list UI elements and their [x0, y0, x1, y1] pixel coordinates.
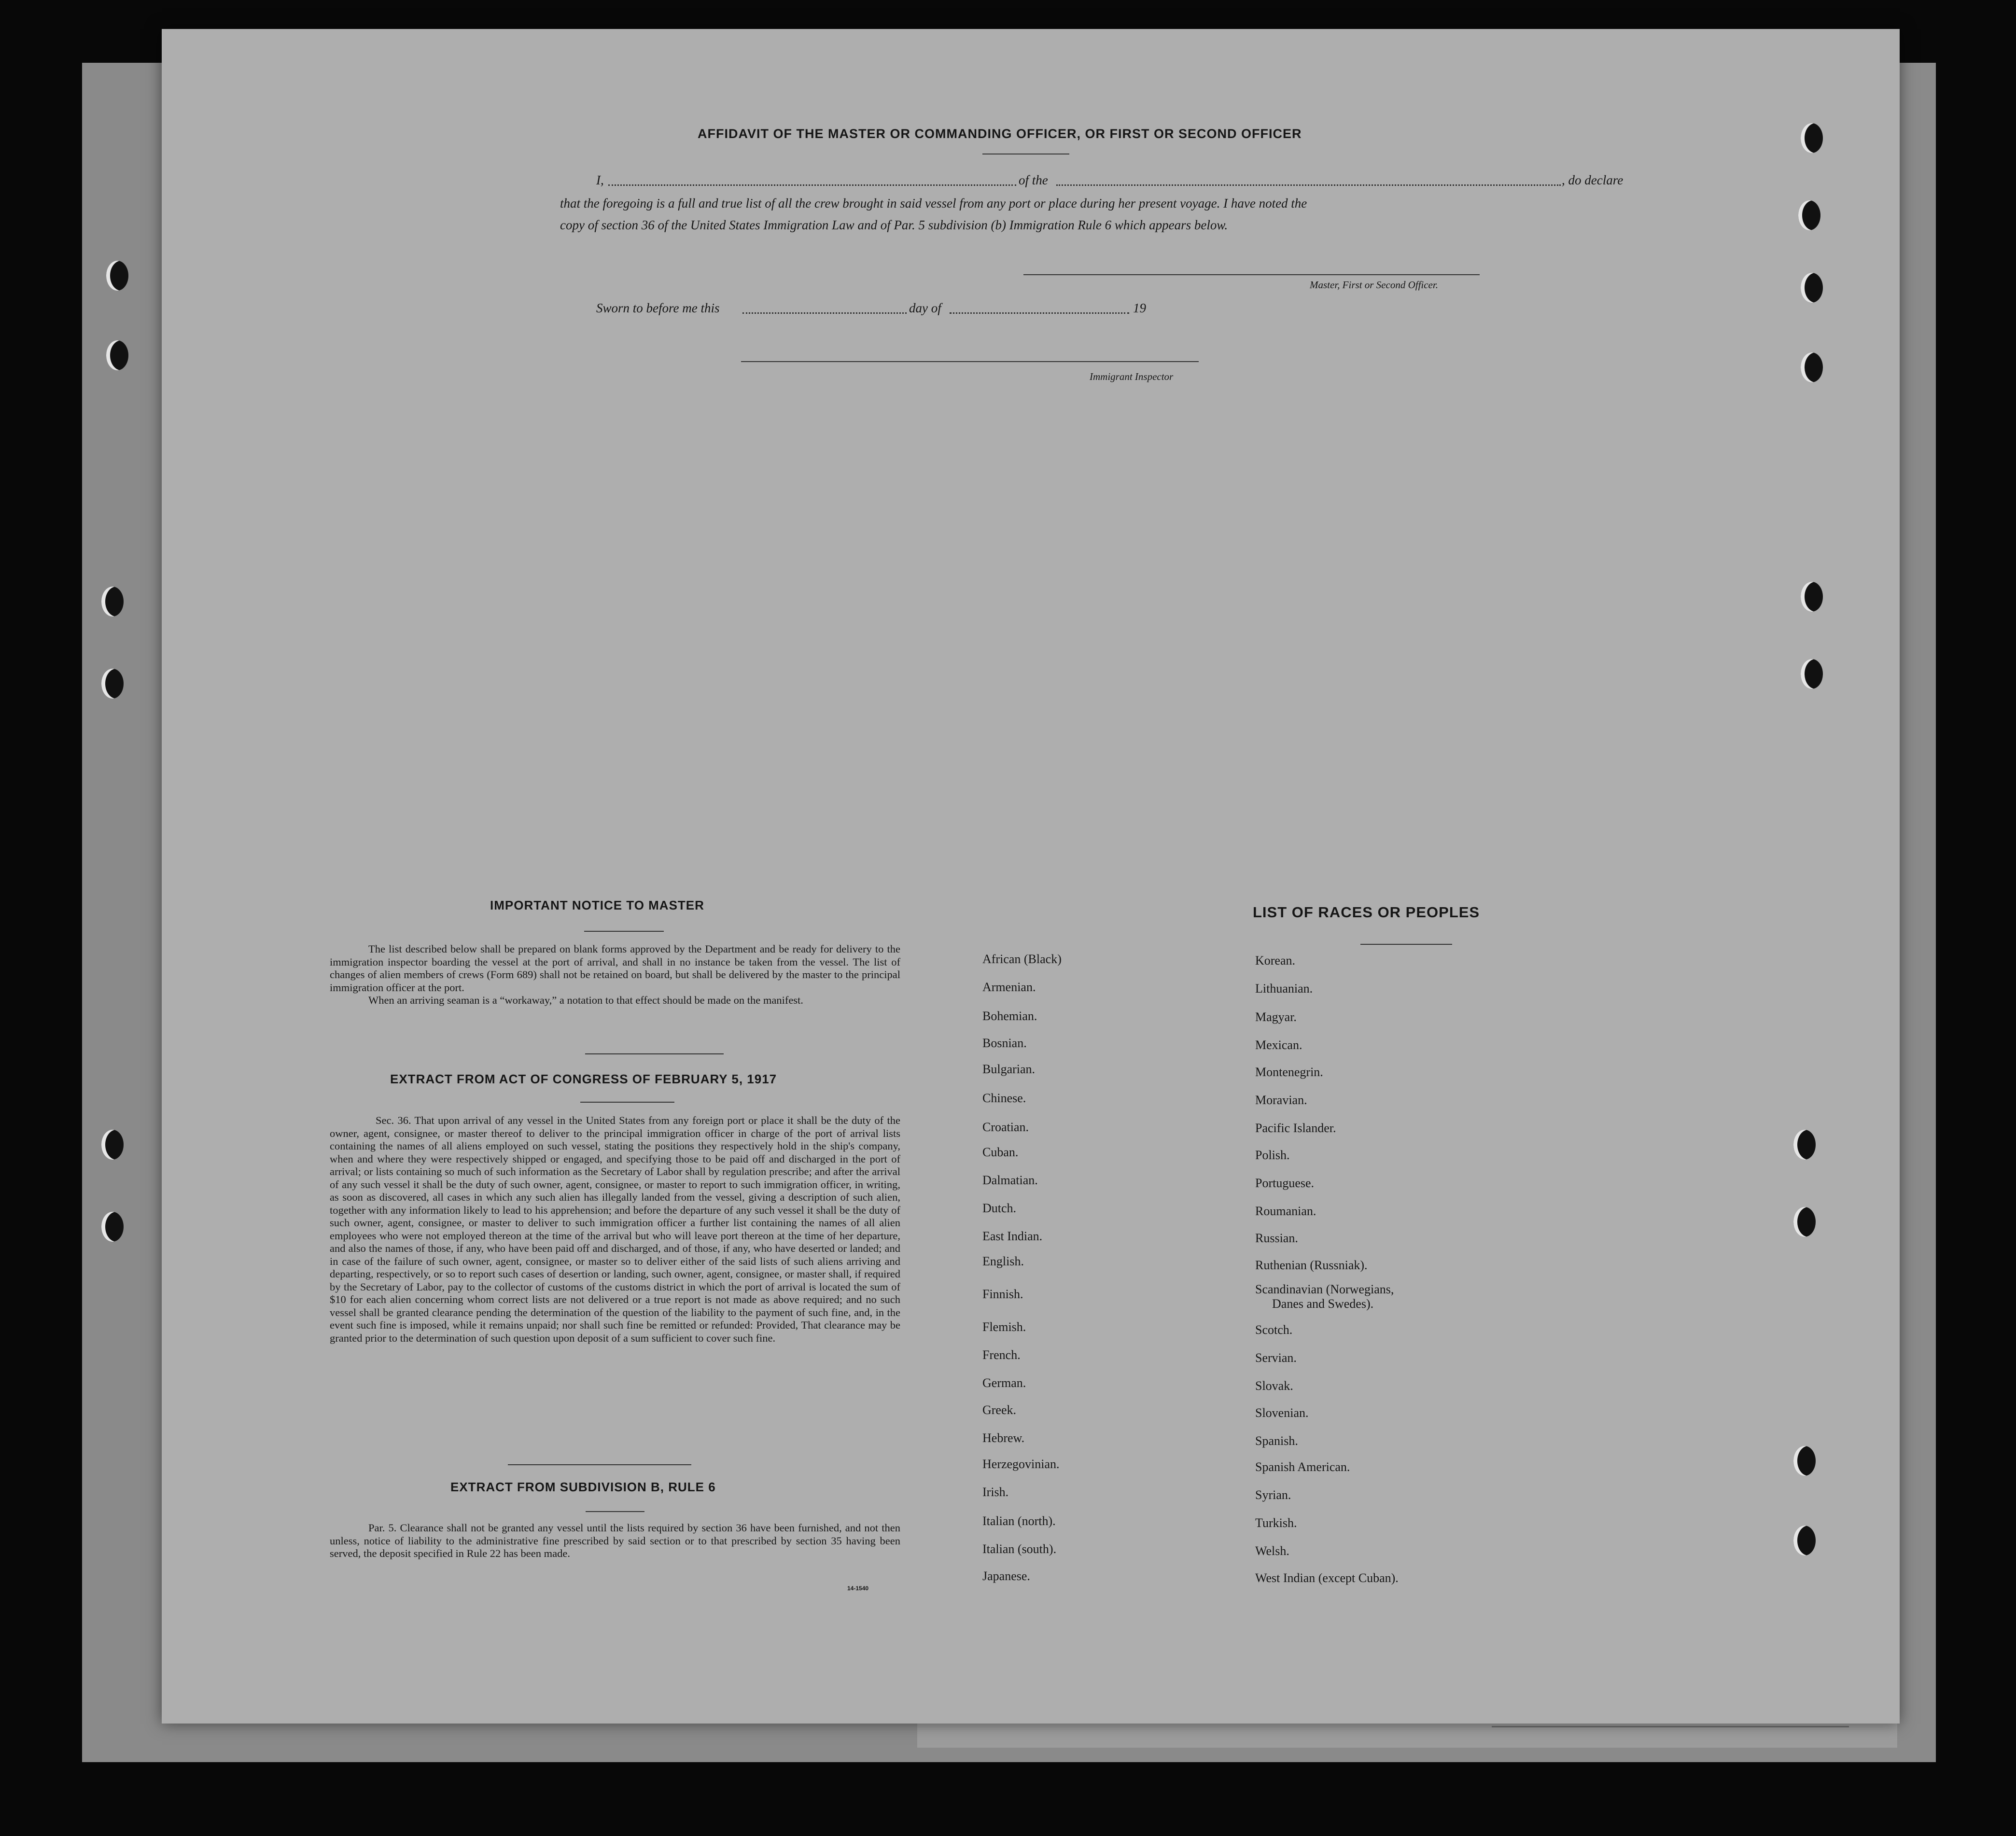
race-item: Japanese. — [982, 1569, 1030, 1583]
sworn-label: Sworn to before me this — [596, 301, 720, 315]
race-item: Lithuanian. — [1255, 981, 1313, 995]
extract-act-title: EXTRACT FROM ACT OF CONGRESS OF FEBRUARY 5, 1917 — [390, 1072, 777, 1086]
race-item: Cuban. — [982, 1145, 1019, 1159]
race-item: Dalmatian. — [982, 1173, 1038, 1187]
year-prefix: 19 — [1133, 301, 1146, 315]
race-item: Polish. — [1255, 1148, 1290, 1162]
vessel-name-field[interactable] — [1056, 184, 1561, 186]
form-page — [162, 29, 1900, 1724]
race-item: Finnish. — [982, 1287, 1023, 1301]
binder-hole-icon — [1793, 1130, 1816, 1160]
race-item: Flemish. — [982, 1320, 1026, 1334]
race-item: French. — [982, 1348, 1021, 1362]
race-item: Slovenian. — [1255, 1406, 1309, 1420]
master-signature-caption: Master, First or Second Officer. — [1310, 279, 1438, 291]
race-item: Spanish American. — [1255, 1460, 1350, 1474]
race-item: Scotch. — [1255, 1323, 1293, 1337]
extract-rule-body — [330, 1522, 900, 1560]
race-item: English. — [982, 1254, 1024, 1268]
binder-hole-icon — [1793, 1526, 1816, 1556]
race-item: African (Black) — [982, 952, 1062, 966]
race-item: Armenian. — [982, 980, 1036, 994]
notice-title: IMPORTANT NOTICE TO MASTER — [490, 898, 704, 912]
master-signature-line[interactable] — [1023, 274, 1480, 275]
race-item: Hebrew. — [982, 1431, 1025, 1445]
declarant-label: I, — [596, 173, 604, 187]
race-item: Moravian. — [1255, 1093, 1307, 1107]
affidavit-line-3: copy of section 36 of the United States Immigration Law and of Par. 5 subdivision (b) Immigration Rule 6 which appears below. — [560, 218, 1228, 232]
binder-hole-icon — [106, 340, 128, 370]
race-item: Turkish. — [1255, 1516, 1297, 1530]
extract-act-end-divider — [508, 1464, 691, 1465]
race-item: Irish. — [982, 1485, 1009, 1499]
declare-text: , do declare — [1562, 173, 1624, 187]
notice-divider — [584, 931, 664, 932]
extract-act-divider — [580, 1102, 674, 1103]
binder-hole-icon — [101, 669, 124, 699]
form-number: 14-1540 — [847, 1585, 869, 1592]
inspector-caption: Immigrant Inspector — [1090, 371, 1174, 382]
sworn-day-field[interactable] — [742, 312, 907, 314]
races-divider — [1360, 944, 1452, 945]
vessel-label: of the — [1019, 173, 1048, 187]
race-item: Montenegrin. — [1255, 1065, 1323, 1079]
race-item: Bohemian. — [982, 1009, 1037, 1023]
race-item: Roumanian. — [1255, 1204, 1316, 1218]
affidavit-title: AFFIDAVIT OF THE MASTER OR COMMANDING OFFICER, OR FIRST OR SECOND OFFICER — [698, 126, 1302, 141]
race-item: Italian (north). — [982, 1514, 1056, 1528]
race-item: Servian. — [1255, 1351, 1297, 1365]
notice-end-divider — [585, 1053, 724, 1054]
extract-rule-divider — [586, 1511, 644, 1512]
binder-hole-icon — [1798, 200, 1820, 230]
day-of-label: day of — [909, 301, 941, 315]
race-item: Spanish. — [1255, 1434, 1298, 1448]
affidavit-line-2: that the foregoing is a full and true list of all the crew brought in said vessel from any port or place during her present voyage. I have noted the — [560, 196, 1307, 210]
race-item: Syrian. — [1255, 1488, 1291, 1502]
binder-hole-icon — [101, 1130, 124, 1160]
race-item: Scandinavian (Norwegians, — [1255, 1282, 1394, 1296]
race-item: Herzegovinian. — [982, 1457, 1060, 1471]
binder-hole-icon — [1801, 273, 1823, 303]
binder-hole-icon — [1793, 1446, 1816, 1476]
binder-hole-icon — [106, 261, 128, 291]
notice-paragraph-1: The list described below shall be prepared on blank forms approved by the Department and be ready for delivery to the immigration inspector boarding the vessel at the port of arrival, and shall in no instance be taken from the vessel. The list of changes of alien members of crews (Form 689) shall not be retained on board, but shall be delivered by the master to the principal immigration officer at the port. — [330, 943, 900, 994]
race-item: Italian (south). — [982, 1542, 1057, 1556]
race-item: Danes and Swedes). — [1272, 1297, 1374, 1311]
inspector-signature-line[interactable] — [741, 361, 1199, 362]
declarant-name-field[interactable] — [608, 184, 1016, 186]
race-item: East Indian. — [982, 1229, 1043, 1243]
race-item: Dutch. — [982, 1201, 1017, 1215]
extract-act-body — [330, 1114, 900, 1345]
race-item: Greek. — [982, 1403, 1017, 1417]
race-item: Chinese. — [982, 1091, 1026, 1105]
race-item: Welsh. — [1255, 1544, 1289, 1558]
extract-act-paragraph: Sec. 36. That upon arrival of any vessel in the United States from any foreign port or place it shall be the duty of the owner, agent, consignee, or master thereof to deliver to the principal immigration officer in charge of the port of arrival lists containing the names of all aliens employed on such vessel, stating the positions they respectively hold in the ship's company, when and where they were respectively shipped or engaged, and specifying those to be paid off and discharged in the port of arrival; or lists containing so much of such information as the Secretary of Labor shall by regulation prescribe; and after the arrival of any such vessel it shall be the duty of such owner, agent, consignee, or master to report to such immigration officer, in writing, as soon as discovered, all cases in which any such alien has illegally landed from the vessel, giving a description of such alien, together with any information likely to lead to his apprehension; and before the departure of any such vessel it shall be the duty of such owner, agent, consignee, or master to deliver to such immigration officer a further list containing the names of all alien employees who were not employed thereon at the time of the arrival but who will leave port thereon at the time of her departure, and also the names of those, if any, who have been paid off and discharged, and of those, if any, who have deserted or landed; and in case of the failure of such owner, agent, consignee, or master so to deliver either of the said lists of such aliens arriving and departing, respectively, or so to report such cases of desertion or landing, such owner, agent, consignee, or master shall, if required by the Secretary of Labor, pay to the collector of customs of the customs district in which the port of arrival is located the sum of $10 for each alien concerning whom correct lists are not delivered or a true report is not made as above required; and no such vessel shall be granted clearance pending the determination of the question of the liability to the payment of such fine, and, in the event such fine is imposed, while it remains unpaid; nor shall such fine be remitted or refunded: Provided, That clearance may be granted prior to the determination of such question upon deposit of a sum sufficient to cover such fine. — [330, 1114, 900, 1344]
notice-body — [330, 943, 900, 1007]
binder-hole-icon — [1801, 659, 1823, 689]
notice-paragraph-2: When an arriving seaman is a “workaway,” a notation to that effect should be made on the manifest. — [368, 994, 803, 1006]
race-item: Croatian. — [982, 1120, 1029, 1134]
extract-rule-title: EXTRACT FROM SUBDIVISION B, RULE 6 — [450, 1480, 716, 1494]
binder-hole-icon — [1801, 123, 1823, 153]
binder-hole-icon — [1801, 352, 1823, 382]
race-item: Korean. — [1255, 953, 1296, 967]
binder-hole-icon — [1801, 582, 1823, 612]
sworn-month-field[interactable] — [950, 312, 1129, 314]
race-item: German. — [982, 1376, 1026, 1390]
race-item: Bulgarian. — [982, 1062, 1036, 1076]
race-item: Portuguese. — [1255, 1176, 1315, 1190]
race-item: Mexican. — [1255, 1038, 1302, 1052]
race-item: Russian. — [1255, 1231, 1298, 1245]
race-item: Ruthenian (Russniak). — [1255, 1258, 1368, 1272]
binder-hole-icon — [101, 587, 124, 617]
race-item: West Indian (except Cuban). — [1255, 1571, 1399, 1585]
binder-hole-icon — [1793, 1207, 1816, 1237]
race-item: Bosnian. — [982, 1036, 1027, 1050]
extract-rule-paragraph: Par. 5. Clearance shall not be granted any vessel until the lists required by section 36 have been furnished, and not then unless, notice of liability to the administrative fine prescribed by said section or to that prescribed by section 35 having been served, the deposit specified in Rule 22 has been made. — [330, 1522, 900, 1559]
race-item: Pacific Islander. — [1255, 1121, 1336, 1135]
race-item: Slovak. — [1255, 1379, 1293, 1393]
race-item: Magyar. — [1255, 1010, 1297, 1024]
binder-hole-icon — [101, 1212, 124, 1242]
races-title: LIST OF RACES OR PEOPLES — [1253, 904, 1480, 921]
